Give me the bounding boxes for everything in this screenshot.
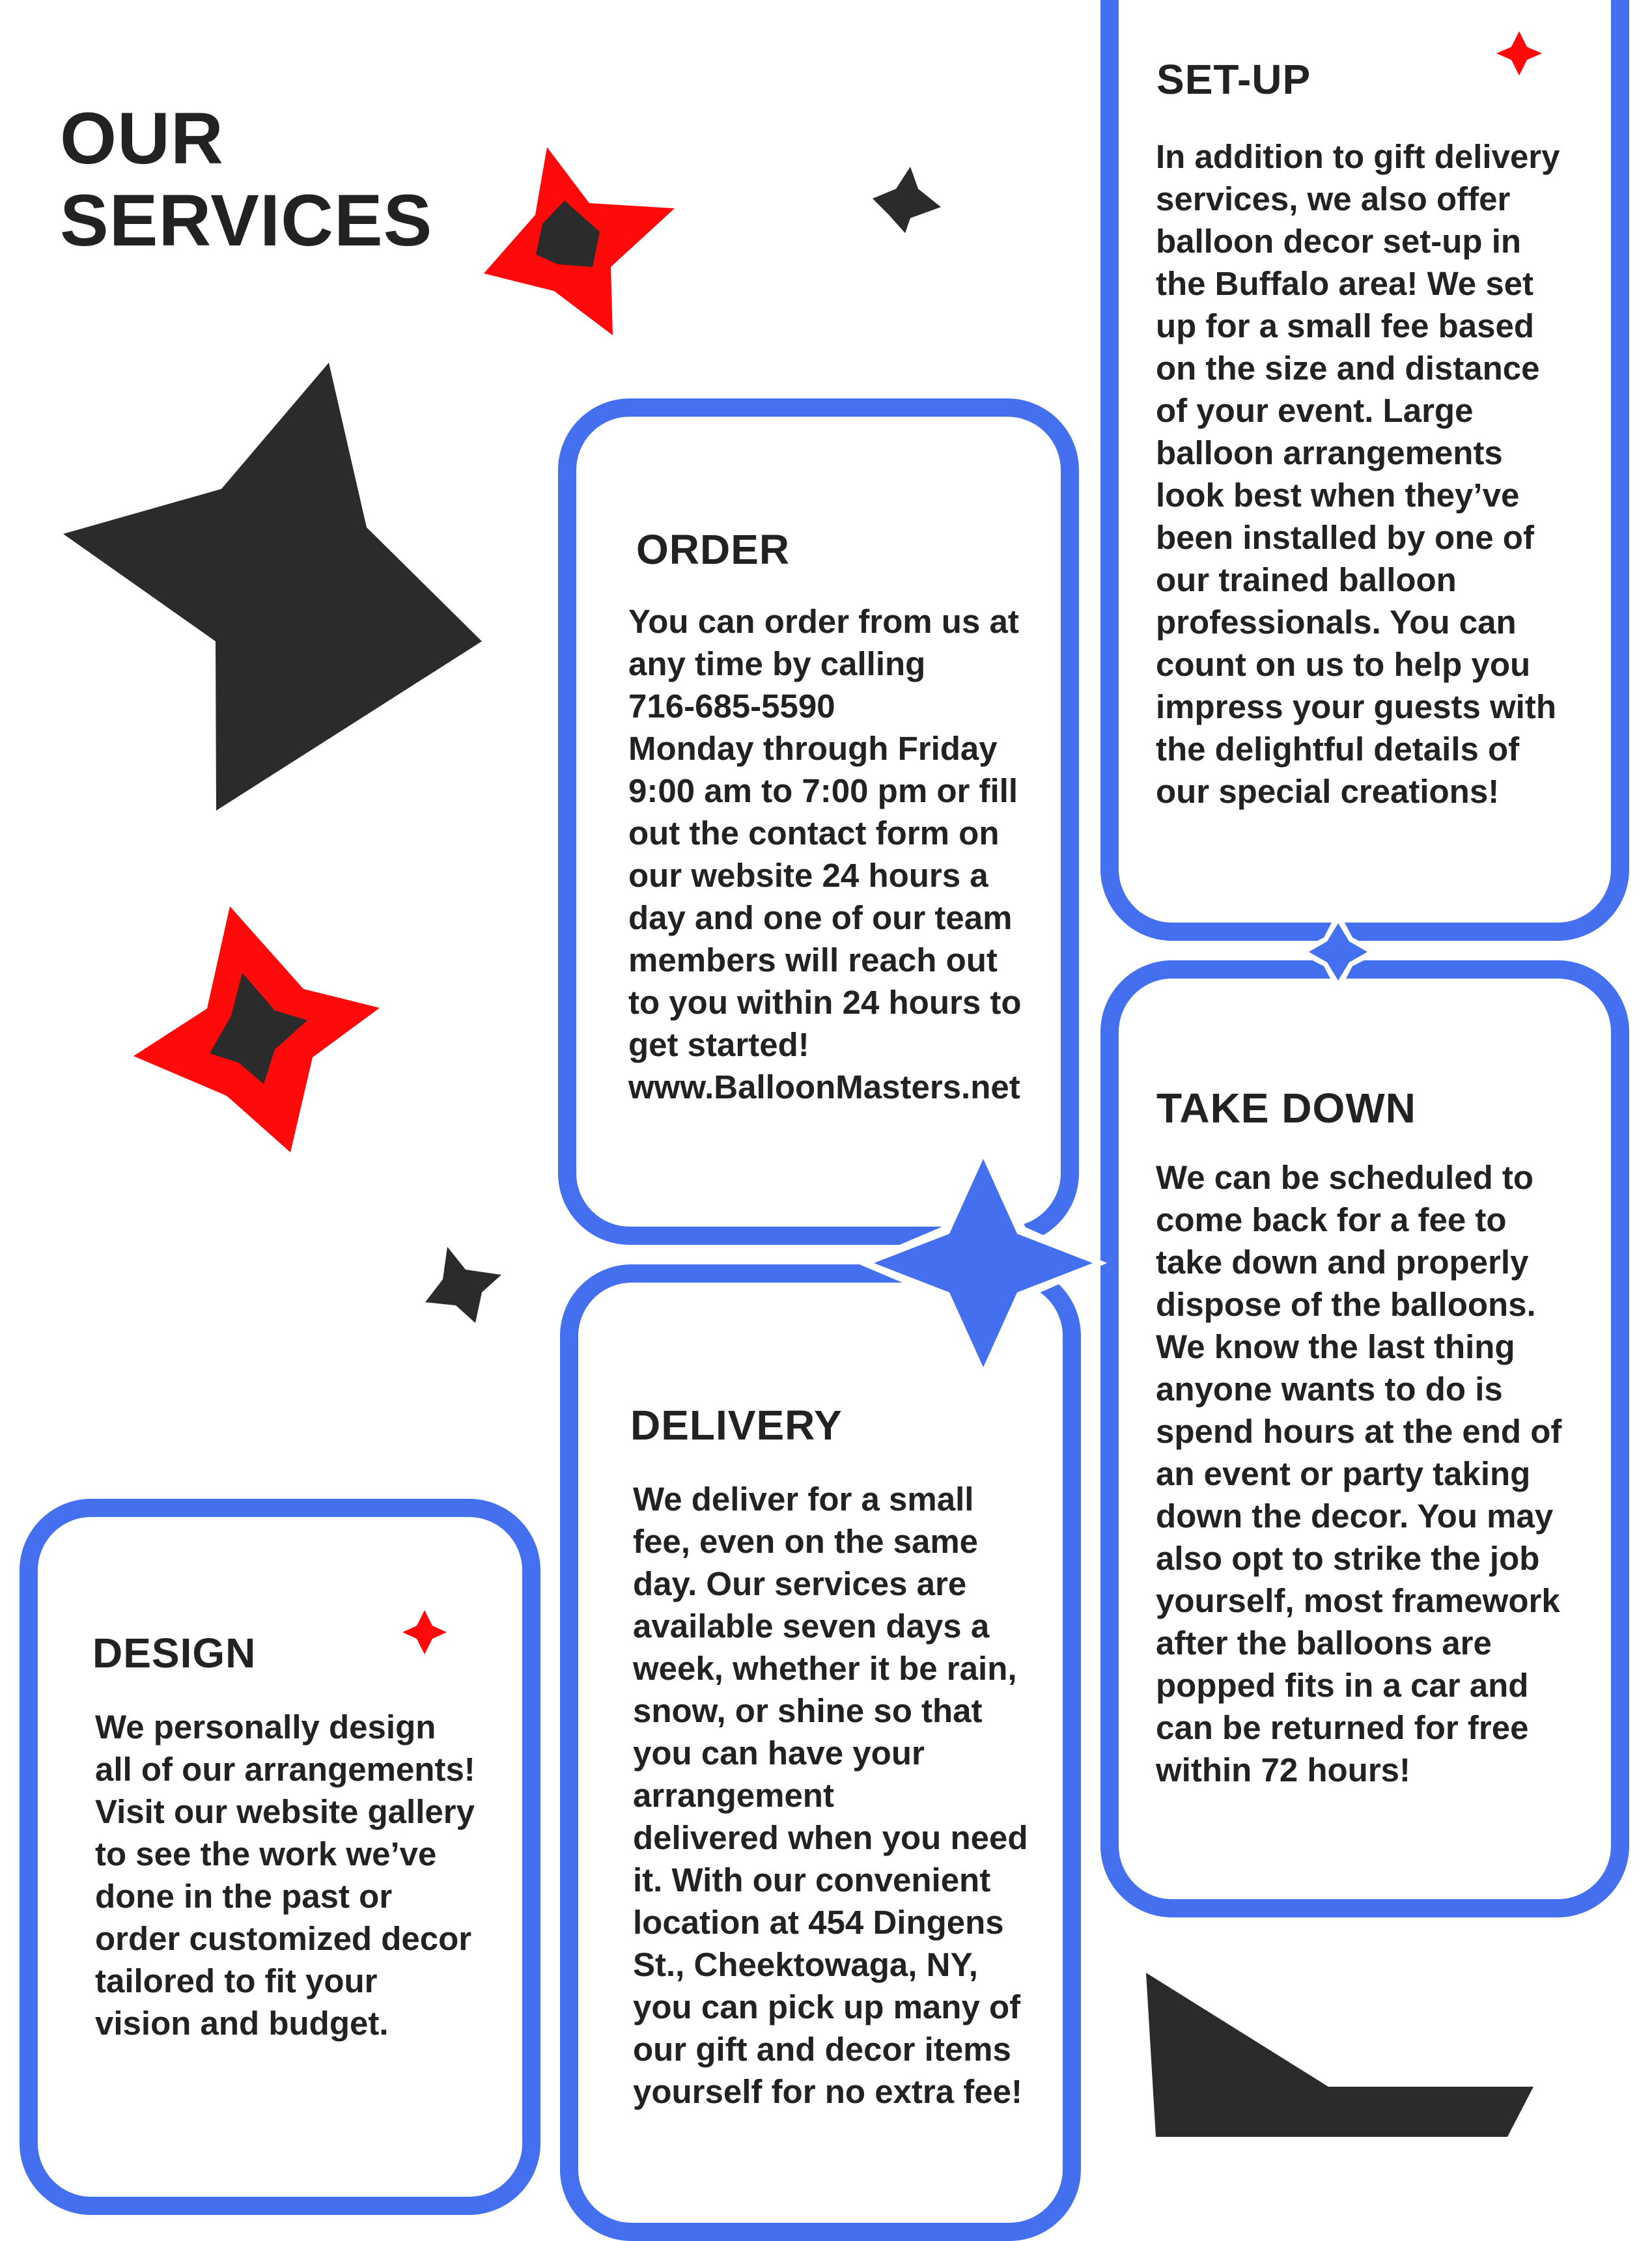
design-card-title: DESIGN — [92, 1630, 257, 1677]
order-card — [558, 398, 1079, 1245]
order-card-body: You can order from us at any time by calling 716-685-5590 Monday through Friday 9:00 am to 7:00 pm or fill out the contact form on our website 24 hours a day and one of our team members will reach out to you within 24 hours to get started! www.BalloonMasters.net — [628, 603, 1022, 1106]
setup-card-body: In addition to gift delivery services, we also offer balloon decor set-up in the Buffalo area! We set up for a small fee based on the size and distance of your event. Large balloon arrangements look best when they’ve been installed by one of our trained balloon professionals. You can count on us to help you impress your guests with the delightful details of our special creations! — [1156, 138, 1560, 810]
four-point-star-icon — [133, 906, 380, 1152]
four-point-star-icon — [63, 363, 482, 811]
page-title-line: SERVICES — [60, 180, 433, 261]
order-card-title: ORDER — [636, 526, 791, 573]
delivery-card-title: DELIVERY — [630, 1402, 843, 1449]
page-title-line: OUR — [60, 98, 224, 179]
delivery-card — [560, 1264, 1081, 2241]
four-point-star-icon — [1146, 1973, 1533, 2137]
delivery-card-body: We deliver for a small fee, even on the same day. Our services are available seven days a week, whether it be rain, snow, or shine so that you can have your arrangement delivered when you need it. With our convenient location at 454 Dingens St., Cheektowaga, NY, you can pick up many of our gift and decor items yourself for no extra fee! — [633, 1481, 1028, 2110]
takedown-card-body: We can be scheduled to come back for a fee to take down and properly dispose of the balloons. We know the last thing anyone wants to do is spend hours at the end of an event or party taking down the decor. You may also opt to strike the job yourself, most framework after the balloons are popped fits in a car and can be returned for free within 72 hours! — [1156, 1159, 1562, 1789]
design-card — [20, 1499, 540, 2215]
takedown-card — [1100, 960, 1629, 1917]
design-card-body: We personally design all of our arrangements! Visit our website gallery to see the work we’ve done in the past or order customized decor tailored to fit your vision and budget. — [95, 1708, 475, 2042]
four-point-star-icon — [873, 167, 941, 233]
setup-card-title: SET-UP — [1156, 56, 1311, 103]
page-title — [60, 98, 432, 262]
setup-card — [1100, 0, 1629, 941]
takedown-card-title: TAKE DOWN — [1156, 1085, 1416, 1132]
four-point-star-icon — [425, 1247, 501, 1323]
four-point-star-icon — [484, 147, 675, 335]
